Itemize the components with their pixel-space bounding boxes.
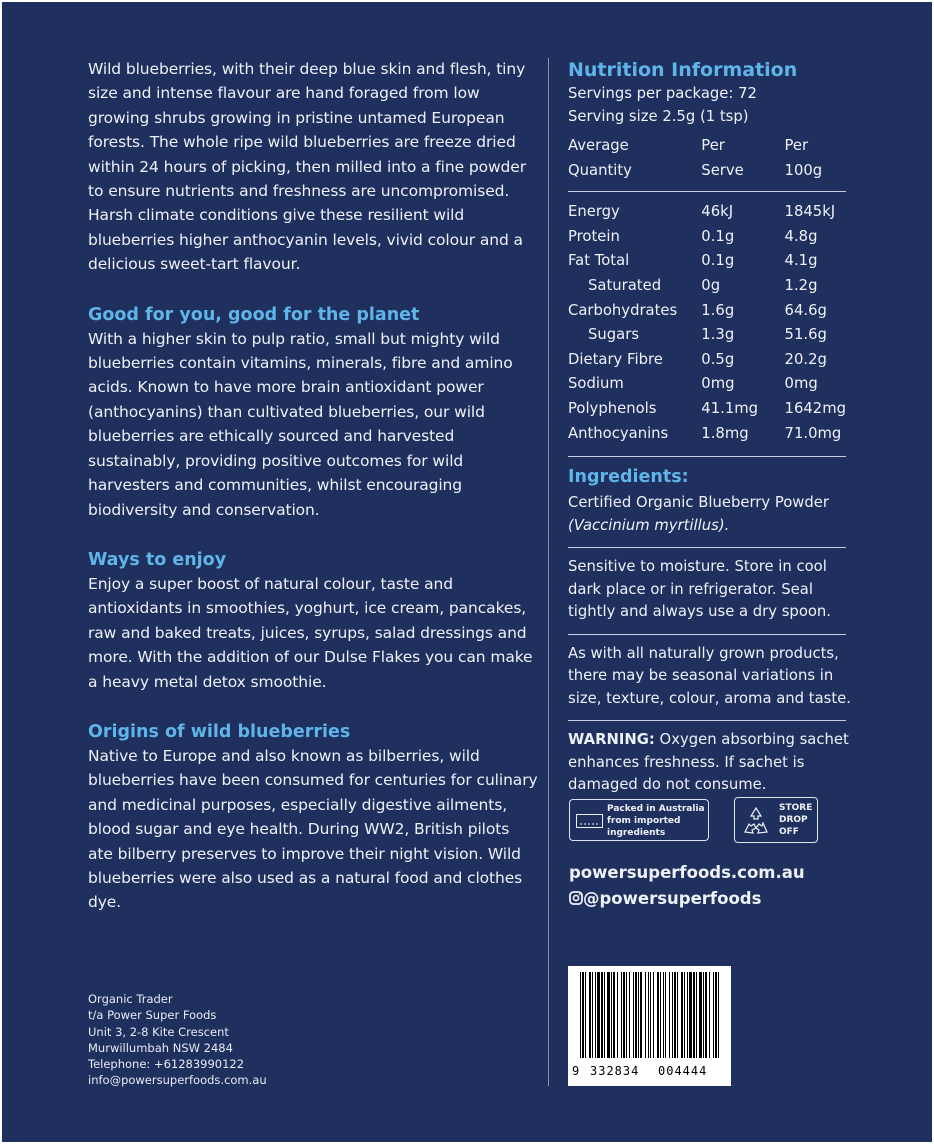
table-row xyxy=(568,397,846,422)
divider xyxy=(568,720,846,721)
instagram-handle[interactable]: @powersuperfoods xyxy=(569,886,805,912)
badges-row xyxy=(569,797,849,847)
nutrient-name: Energy xyxy=(568,203,620,221)
product-label-panel xyxy=(2,2,932,1142)
intro-paragraph: Wild blueberries, with their deep blue skin and flesh, tiny size and intense flavour are hand foraged from low growing shrubs growing in pristine untamed European forests. The whole ripe wild blueberries are freeze dried within 24 hours of picking, then milled into a fine powder to ensure nutrients and freshness are uncompromised. Harsh climate conditions give these resilient wild blueberries higher anthocyanin levels, vivid colour and a delicious sweet-tart flavour. xyxy=(88,60,526,274)
nutrient-name: Sugars xyxy=(588,326,640,344)
address-line: Organic Trader xyxy=(88,992,173,1006)
nutrient-per-100g: 71.0mg xyxy=(784,424,842,442)
nutrient-name: Anthocyanins xyxy=(568,424,669,442)
badge-text: Packed in Australia xyxy=(607,804,705,814)
description-column xyxy=(88,57,538,915)
section-heading-ways-to-enjoy: Ways to enjoy xyxy=(88,549,227,570)
barcode: 9 332834 004444 xyxy=(568,966,731,1086)
nutrition-header-row xyxy=(568,134,846,192)
nutrient-per-serve: 0g xyxy=(701,276,721,294)
nutrient-name: Carbohydrates xyxy=(568,301,678,319)
email: info@powersuperfoods.com.au xyxy=(88,1073,267,1088)
nutrient-name: Saturated xyxy=(588,276,662,294)
telephone: Telephone: +61283990122 xyxy=(88,1057,245,1072)
nutrient-per-serve: 46kJ xyxy=(701,203,734,221)
badge-text: STORE xyxy=(779,803,813,813)
header-per-serve: Per Serve xyxy=(701,134,784,192)
contact-links xyxy=(569,860,805,912)
nutrient-per-100g: 1.2g xyxy=(784,276,818,294)
badge-text: OFF xyxy=(779,827,799,837)
nutrient-per-100g: 1642mg xyxy=(784,399,846,417)
nutrient-per-serve: 1.3g xyxy=(701,326,735,344)
address-line: Murwillumbah NSW 2484 xyxy=(88,1040,233,1055)
badge-text: ingredients xyxy=(607,828,666,838)
table-row xyxy=(568,422,846,447)
website-link[interactable]: powersuperfoods.com.au xyxy=(569,863,805,882)
nutrient-name: Sodium xyxy=(568,375,624,393)
table-row xyxy=(568,372,846,397)
address-line: t/a Power Super Foods xyxy=(88,1008,217,1023)
section-heading-origins: Origins of wild blueberries xyxy=(88,721,351,742)
table-row xyxy=(568,192,846,225)
ingredients-latin-name: (Vaccinium myrtillus). xyxy=(568,516,730,534)
address-line: Unit 3, 2-8 Kite Crescent xyxy=(88,1024,229,1039)
column-divider xyxy=(548,58,549,1086)
nutrient-per-100g: 1845kJ xyxy=(784,203,836,221)
instagram-icon xyxy=(569,891,583,905)
nutrient-per-serve: 0.1g xyxy=(701,227,735,245)
section-body-origins: Native to Europe and also known as bilberries, wild blueberries have been consumed for centuries for culinary and medicinal purposes, especially digestive ailments, blood sugar and eye health. During WW2, British pilots ate bilberry preserves to improve their night vision. Wild blueberries were also used as a natural food and clothes dye. xyxy=(88,746,538,912)
divider xyxy=(568,456,846,457)
nutrient-per-serve: 1.8mg xyxy=(701,424,749,442)
storage-instructions: Sensitive to moisture. Store in cool dark place or in refrigerator. Seal tightly and always use a dry spoon. xyxy=(568,558,832,621)
table-row xyxy=(568,348,846,373)
nutrient-per-100g: 4.8g xyxy=(784,227,818,245)
info-column xyxy=(568,57,852,797)
nutrient-per-100g: 4.1g xyxy=(784,252,818,270)
header-quantity: Average Quantity xyxy=(568,134,701,192)
table-row xyxy=(568,274,846,299)
table-row xyxy=(568,323,846,348)
nutrient-per-100g: 51.6g xyxy=(784,326,827,344)
nutrient-name: Protein xyxy=(568,227,620,245)
badge-text: DROP xyxy=(779,815,808,825)
nutrient-name: Polyphenols xyxy=(568,399,657,417)
nutrition-title: Nutrition Information xyxy=(568,59,798,81)
warning-label: WARNING: xyxy=(568,731,655,749)
packed-in-australia-badge xyxy=(569,799,709,841)
nutrient-per-100g: 20.2g xyxy=(784,350,827,368)
header-per-100g: Per 100g xyxy=(785,134,846,192)
divider xyxy=(568,547,846,548)
ingredients-text: Certified Organic Blueberry Powder (Vaccinium myrtillus). xyxy=(568,494,829,534)
nutrition-table xyxy=(568,134,846,446)
table-row xyxy=(568,249,846,274)
bar-graph-icon xyxy=(576,814,603,828)
barcode-bars xyxy=(578,972,723,1064)
nutrient-per-serve: 0mg xyxy=(701,375,735,393)
nutrient-per-100g: 0mg xyxy=(784,375,818,393)
nutrient-per-100g: 64.6g xyxy=(784,301,827,319)
servings-per-package: Servings per package: 72 xyxy=(568,85,757,102)
ingredients-title: Ingredients: xyxy=(568,467,689,488)
store-drop-off-badge xyxy=(734,797,818,843)
section-body-benefits: With a higher skin to pulp ratio, small but mighty wild blueberries contain vitamins, minerals, fibre and amino acids. Known to have more brain antioxidant power (anthocyanins) than cultivated blueberries, our wild blueberries are ethically sourced and harvested sustainably, providing positive outcomes for wild harvesters and communities, whilst encouraging biodiversity and conservation. xyxy=(88,329,513,519)
nutrient-per-serve: 1.6g xyxy=(701,301,735,319)
warning-notice: WARNING: Oxygen absorbing sachet enhances freshness. If sachet is damaged do not consume. xyxy=(568,731,849,794)
table-row xyxy=(568,299,846,324)
nutrient-per-serve: 41.1mg xyxy=(701,399,759,417)
nutrient-name: Fat Total xyxy=(568,252,630,270)
divider xyxy=(568,634,846,635)
recycle-icon xyxy=(740,805,772,837)
nutrient-name: Dietary Fibre xyxy=(568,350,663,368)
nutrient-per-serve: 0.5g xyxy=(701,350,735,368)
variation-notice: As with all naturally grown products, there may be seasonal variations in size, texture, colour, aroma and taste. xyxy=(568,644,851,707)
company-address xyxy=(88,991,267,1089)
table-row xyxy=(568,225,846,250)
serving-size: Serving size 2.5g (1 tsp) xyxy=(568,107,749,125)
badge-text: from imported xyxy=(607,816,681,826)
section-heading-benefits: Good for you, good for the planet xyxy=(88,304,420,325)
section-body-ways-to-enjoy: Enjoy a super boost of natural colour, taste and antioxidants in smoothies, yoghurt, ice cream, pancakes, raw and baked treats, juices, syrups, salad dressings and more. With the addition of our Dulse Flakes you can make a heavy metal detox smoothie. xyxy=(88,574,533,691)
nutrient-per-serve: 0.1g xyxy=(701,252,735,270)
